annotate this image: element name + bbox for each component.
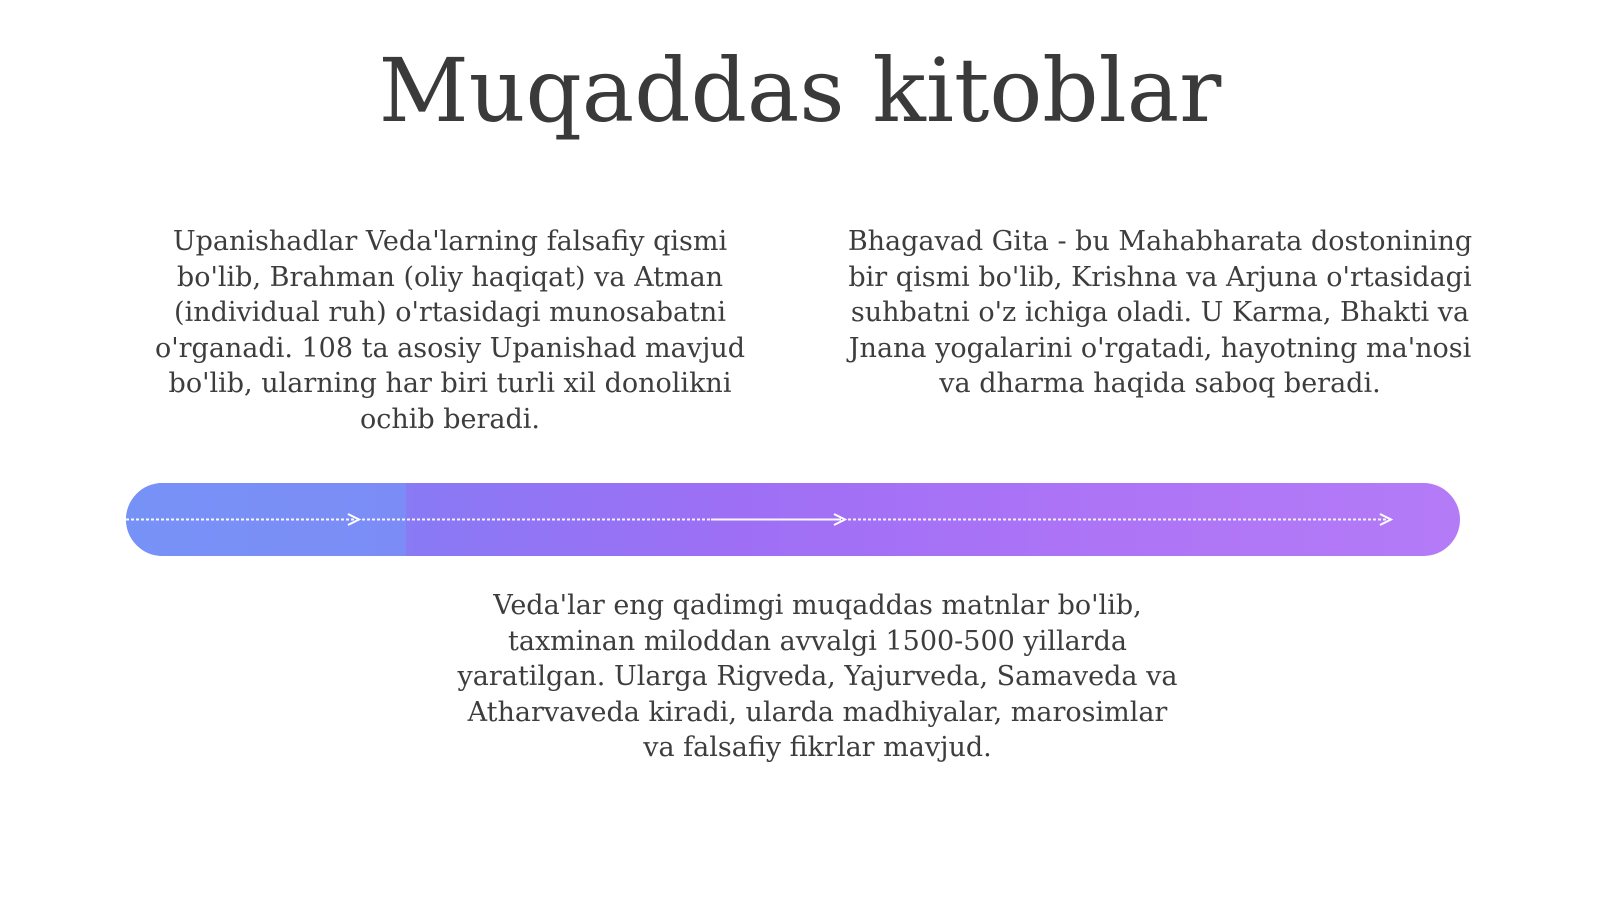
vedas-text: Veda'lar eng qadimgi muqaddas matnlar bo'lib, taxminan miloddan avvalgi 1500-500 yillarda yaratilgan. Ularga Rigveda, Yajurveda, Samaveda va Atharvaveda kiradi, ularda madhiyalar, marosimlar va falsafiy fikrlar mavjud.	[457, 590, 1178, 763]
bhagavad-gita-text: Bhagavad Gita - bu Mahabharata dostonining bir qismi bo'lib, Krishna va Arjuna o'rtasidagi suhbatni o'z ichiga oladi. U Karma, Bhakti va Jnana yogalarini o'rgatadi, hayotning ma'nosi va dharma haqida saboq beradi.	[847, 226, 1473, 399]
timeline-bar	[126, 483, 1460, 556]
slide-title: Muqaddas kitoblar	[378, 39, 1222, 142]
upanishads-text: Upanishadlar Veda'larning falsafiy qismi bo'lib, Brahman (oliy haqiqat) va Atman (individual ruh) o'rtasidagi munosabatni o'rganadi. 108 ta asosiy Upanishad mavjud bo'lib, ularning har biri turli xil donolikni ochib beradi.	[154, 226, 746, 435]
timeline-arrows	[126, 483, 1460, 556]
